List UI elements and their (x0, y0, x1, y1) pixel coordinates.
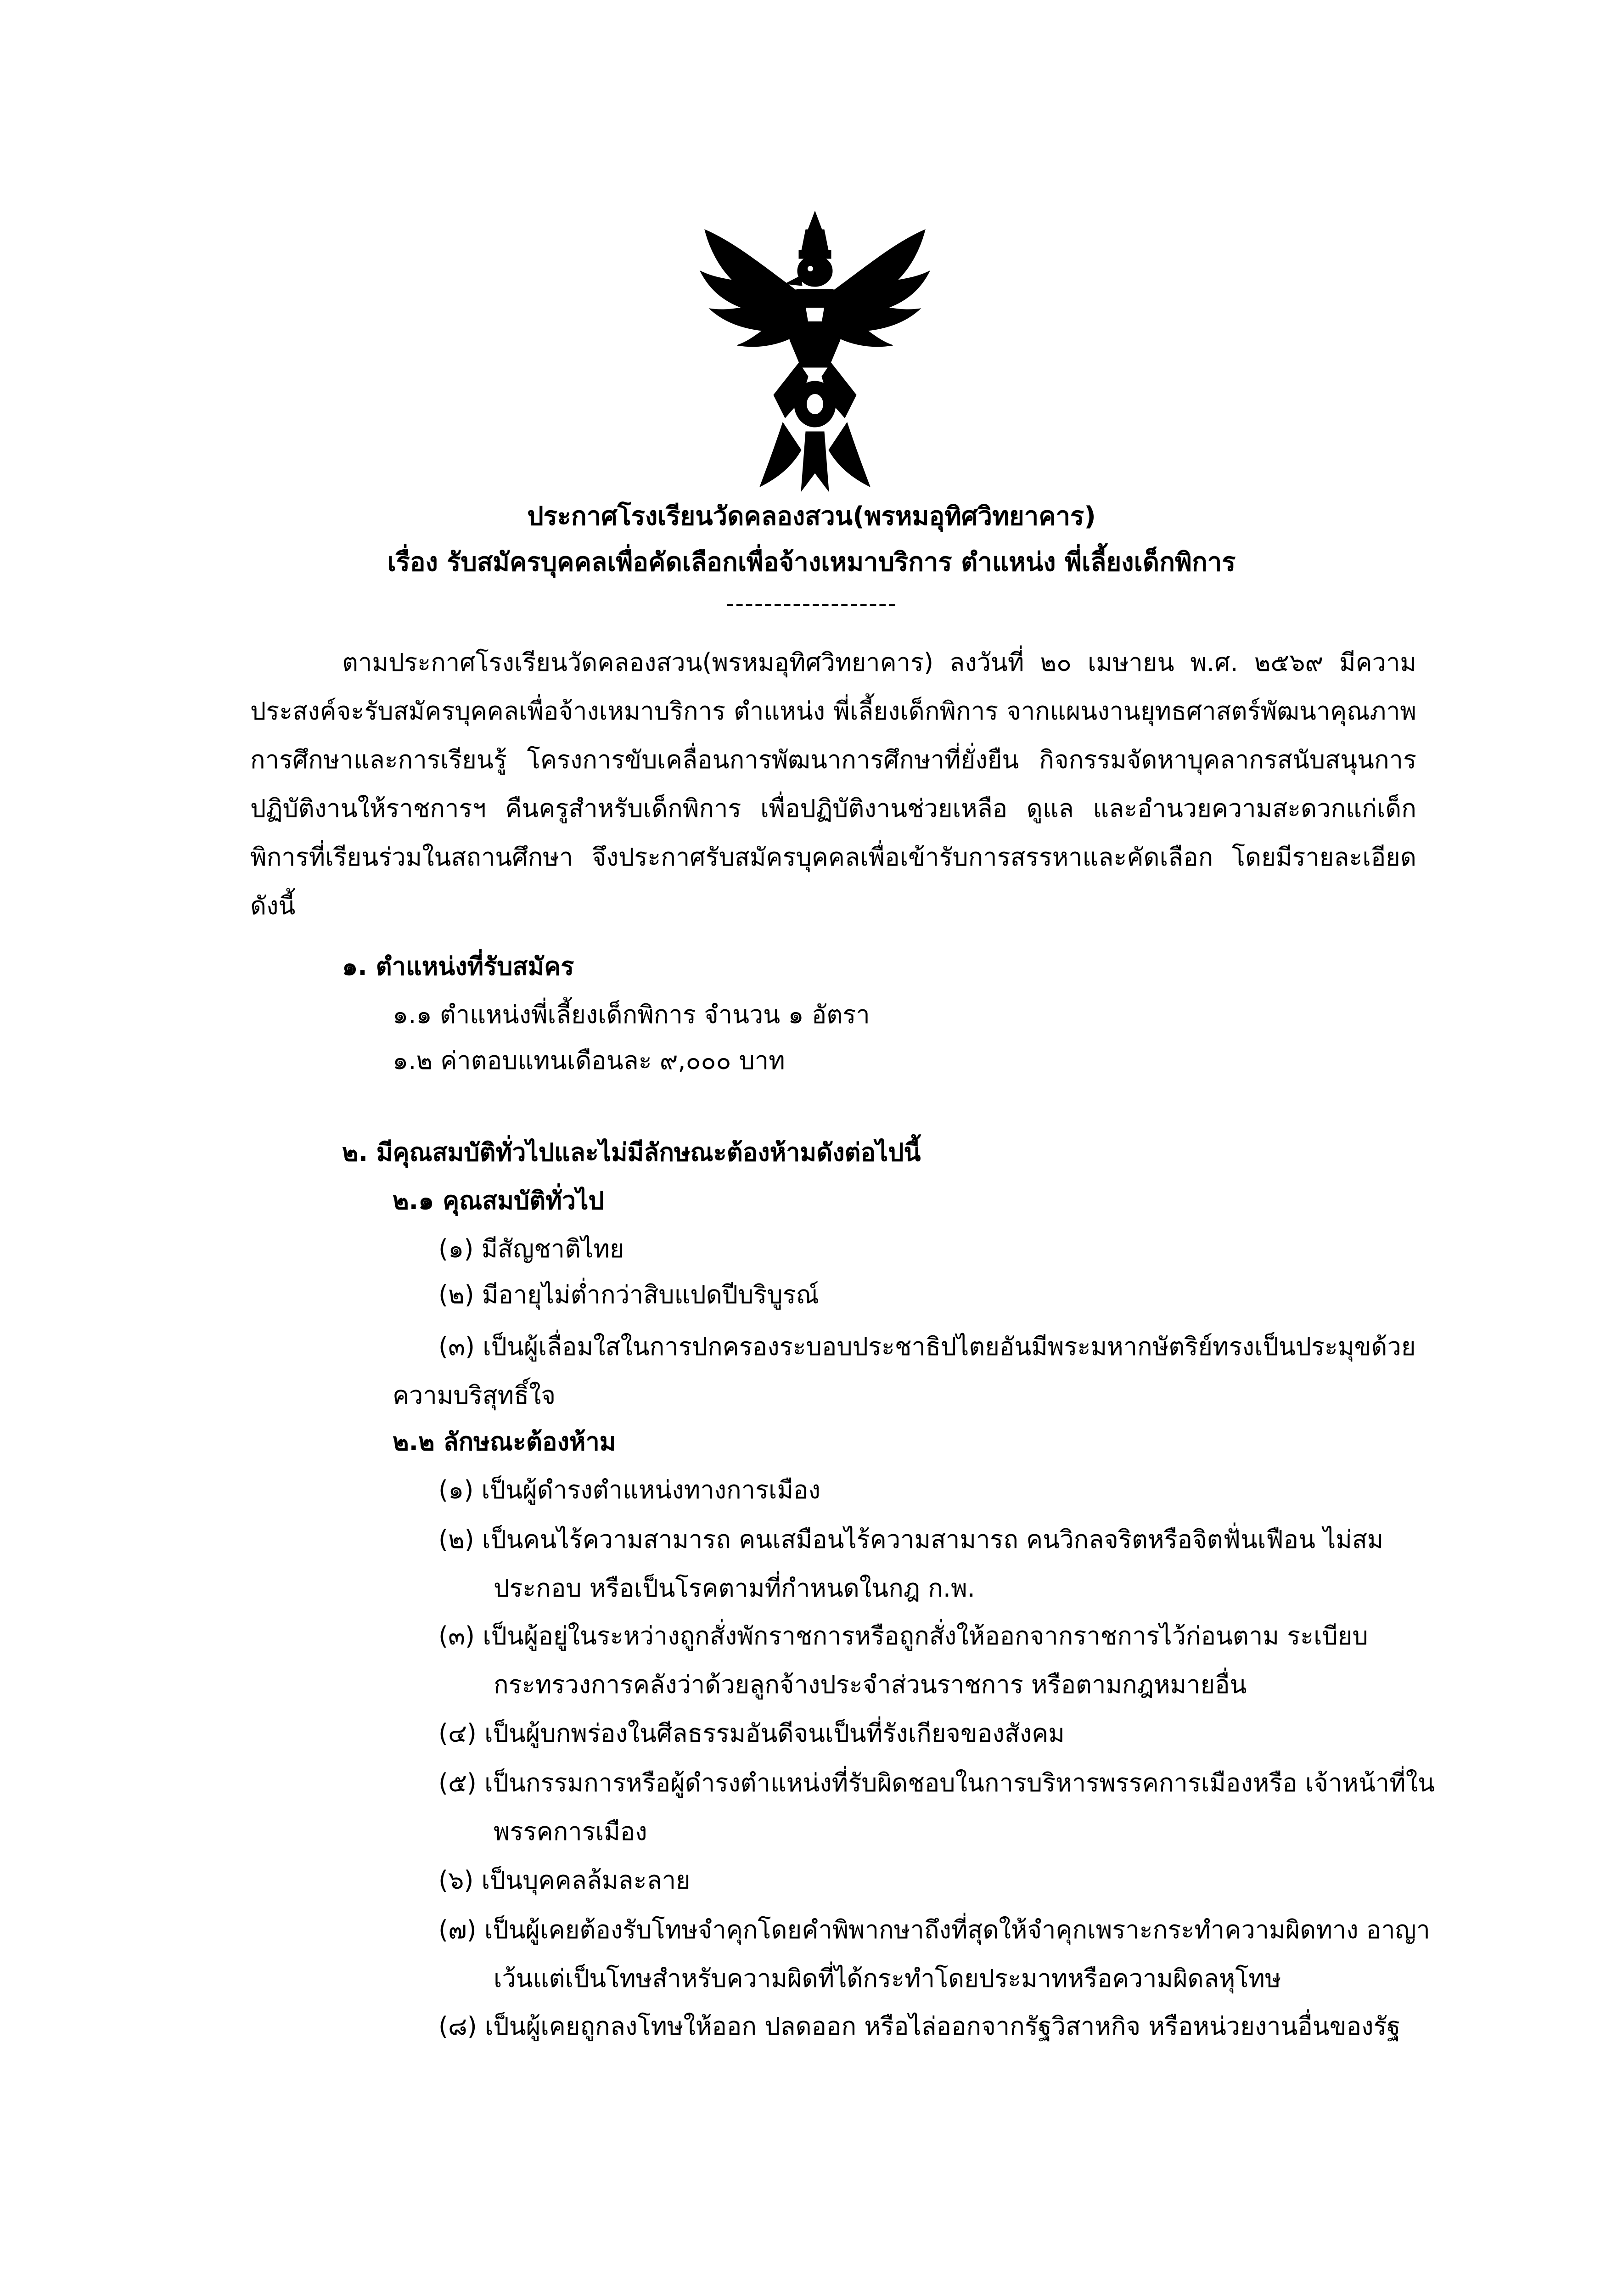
section1-heading: ๑. ตำแหน่งที่รับสมัคร (342, 952, 574, 981)
document-title: ประกาศโรงเรียนวัดคลองสวน(พรหมอุทิศวิทยาคาร) (527, 501, 1096, 531)
qualification-1: (๑) มีสัญชาติไทย (438, 1234, 624, 1263)
section1-item-1: ๑.๑ ตำแหน่งพี่เลี้ยงเด็กพิการ จำนวน ๑ อัตรา (393, 1000, 870, 1029)
section1-item-2: ๑.๒ ค่าตอบแทนเดือนละ ๙,๐๐๐ บาท (393, 1046, 785, 1075)
document-subject: เรื่อง รับสมัครบุคคลเพื่อคัดเลือกเพื่อจ้างเหมาบริการ ตำแหน่ง พี่เลี้ยงเด็กพิการ (387, 547, 1236, 577)
prohibition-7: (๗) เป็นผู้เคยต้องรับโทษจำคุกโดยคำพิพากษาถึงที่สุดให้จำคุกเพราะกระทำความผิดทาง อาญาเว้นแต่เป็นโทษสำหรับความผิดที่ได้กระทำโดยประมาทหรือความผิดลหุโทษ (438, 1915, 1430, 1993)
section2-2-heading: ๒.๒ ลักษณะต้องห้าม (393, 1427, 616, 1456)
garuda-emblem-icon (668, 202, 962, 496)
title-divider: ------------------ (725, 590, 898, 618)
prohibition-8: (๘) เป็นผู้เคยถูกลงโทษให้ออก ปลดออก หรือไล่ออกจากรัฐวิสาหกิจ หรือหน่วยงานอื่นของรัฐ (438, 2012, 1401, 2041)
section2-1-heading: ๒.๑ คุณสมบัติทั่วไป (393, 1186, 604, 1215)
prohibition-5: (๕) เป็นกรรมการหรือผู้ดำรงตำแหน่งที่รับผิดชอบในการบริหารพรรคการเมืองหรือ เจ้าหน้าที่ในพรรคการเมือง (438, 1768, 1435, 1846)
prohibition-3: (๓) เป็นผู้อยู่ในระหว่างถูกสั่งพักราชการหรือถูกสั่งให้ออกจากราชการไว้ก่อนตาม ระเบียบกระทรวงการคลังว่าด้วยลูกจ้างประจำส่วนราชการ หรือตามกฎหมายอื่น (438, 1621, 1368, 1699)
prohibition-6: (๖) เป็นบุคคลล้มละลาย (438, 1866, 691, 1895)
prohibition-4: (๔) เป็นผู้บกพร่องในศีลธรรมอันดีจนเป็นที่รังเกียจของสังคม (438, 1719, 1065, 1748)
prohibition-2: (๒) เป็นคนไร้ความสามารถ คนเสมือนไร้ความสามารถ คนวิกลจริตหรือจิตฟั่นเฟือน ไม่สมประกอบ หรือเป็นโรคตามที่กำหนดในกฎ ก.พ. (438, 1525, 1384, 1603)
intro-paragraph: ตามประกาศโรงเรียนวัดคลองสวน(พรหมอุทิศวิทยาคาร) ลงวันที่ ๒๐ เมษายน พ.ศ. ๒๕๖๙ มีความประสงค์จะรับสมัครบุคคลเพื่อจ้างเหมาบริการ ตำแหน่ง พี่เลี้ยงเด็กพิการ จากแผนงานยุทธศาสตร์พัฒนาคุณภาพการศึกษาและการเรียนรู้ โครงการขับเคลื่อนการพัฒนาการศึกษาที่ยั่งยืน กิจกรรมจัดหาบุคลากรสนับสนุนการปฏิบัติงานให้ราชการฯ คืนครูสำหรับเด็กพิการ เพื่อปฏิบัติงานช่วยเหลือ ดูแล และอำนวยความสะดวกแก่เด็กพิการที่เรียนร่วมในสถานศึกษา จึงประกาศรับสมัครบุคคลเพื่อเข้ารับการสรรหาและคัดเลือก โดยมีรายละเอียด ดังนี้ (250, 648, 1416, 920)
qualification-3: (๓) เป็นผู้เลื่อมใสในการปกครองระบอบประชาธิปไตยอันมีพระมหากษัตริย์ทรงเป็นประมุขด้วยความบริสุทธิ์ใจ (393, 1332, 1416, 1410)
prohibition-1: (๑) เป็นผู้ดำรงตำแหน่งทางการเมือง (438, 1475, 820, 1504)
qualification-2: (๒) มีอายุไม่ต่ำกว่าสิบแปดปีบริบูรณ์ (438, 1280, 819, 1309)
section2-heading: ๒. มีคุณสมบัติทั่วไปและไม่มีลักษณะต้องห้ามดังต่อไปนี้ (342, 1138, 921, 1167)
